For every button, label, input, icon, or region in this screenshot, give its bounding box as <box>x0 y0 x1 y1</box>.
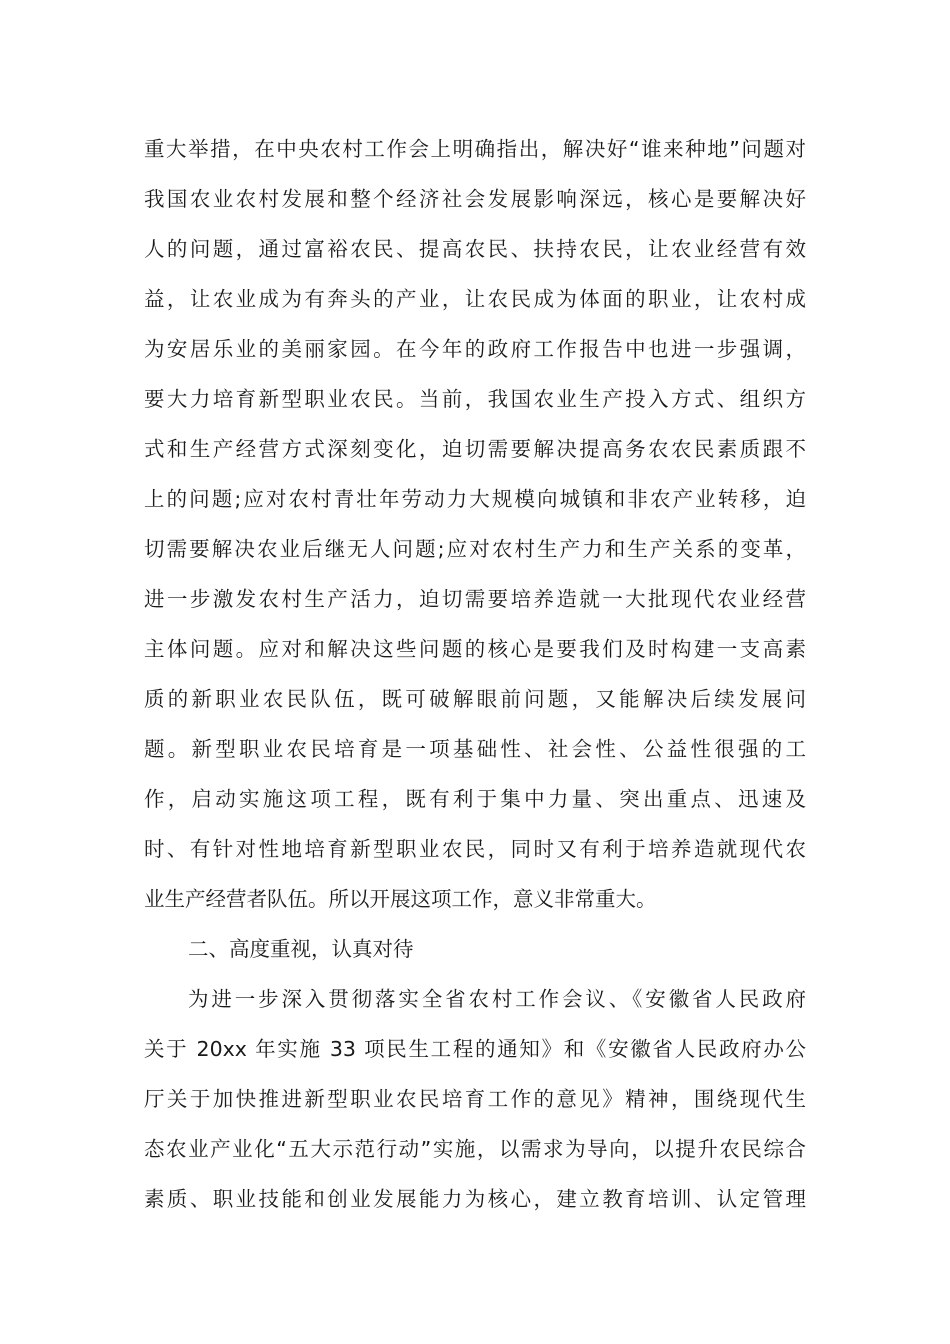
paragraph-line: 题。新型职业农民培育是一项基础性、社会性、公益性很强的工 <box>144 737 806 761</box>
paragraph-1 <box>144 124 806 924</box>
section-heading: 二、高度重视，认真对待 <box>188 937 414 961</box>
paragraph-line: 为进一步深入贯彻落实全省农村工作会议、《安徽省人民政府 <box>188 987 806 1011</box>
paragraph-line: 我国农业农村发展和整个经济社会发展影响深远，核心是要解决好 <box>144 187 806 211</box>
paragraph-line: 态农业产业化“五大示范行动”实施，以需求为导向，以提升农民综合 <box>144 1137 806 1161</box>
paragraph-line: 式和生产经营方式深刻变化，迫切需要解决提高务农农民素质跟不 <box>144 437 806 461</box>
paragraph-line: 重大举措，在中央农村工作会上明确指出，解决好“谁来种地”问题对 <box>144 137 806 161</box>
paragraph-line: 上的问题;应对农村青壮年劳动力大规模向城镇和非农产业转移，迫 <box>144 487 806 511</box>
paragraph-line: 进一步激发农村生产活力，迫切需要培养造就一大批现代农业经营 <box>144 587 806 611</box>
paragraph-line: 为安居乐业的美丽家园。在今年的政府工作报告中也进一步强调， <box>144 337 806 361</box>
paragraph-line: 切需要解决农业后继无人问题;应对农村生产力和生产关系的变革， <box>144 537 806 561</box>
paragraph-line: 关于 20xx 年实施 33 项民生工程的通知》和《安徽省人民政府办公 <box>144 1037 806 1061</box>
paragraph-2 <box>144 974 806 1224</box>
document-body <box>144 124 806 1224</box>
paragraph-line: 质的新职业农民队伍，既可破解眼前问题，又能解决后续发展问 <box>144 687 806 711</box>
paragraph-line: 要大力培育新型职业农民。当前，我国农业生产投入方式、组织方 <box>144 387 806 411</box>
paragraph-line: 业生产经营者队伍。所以开展这项工作，意义非常重大。 <box>144 887 657 911</box>
paragraph-line: 素质、职业技能和创业发展能力为核心，建立教育培训、认定管理 <box>144 1187 806 1211</box>
paragraph-line: 厅关于加快推进新型职业农民培育工作的意见》精神，围绕现代生 <box>144 1087 806 1111</box>
paragraph-line: 作，启动实施这项工程，既有利于集中力量、突出重点、迅速及 <box>144 787 806 811</box>
paragraph-line: 人的问题，通过富裕农民、提高农民、扶持农民，让农业经营有效 <box>144 237 806 261</box>
paragraph-line: 时、有针对性地培育新型职业农民，同时又有利于培养造就现代农 <box>144 837 806 861</box>
paragraph-line: 主体问题。应对和解决这些问题的核心是要我们及时构建一支高素 <box>144 637 806 661</box>
paragraph-line: 益，让农业成为有奔头的产业，让农民成为体面的职业，让农村成 <box>144 287 806 311</box>
